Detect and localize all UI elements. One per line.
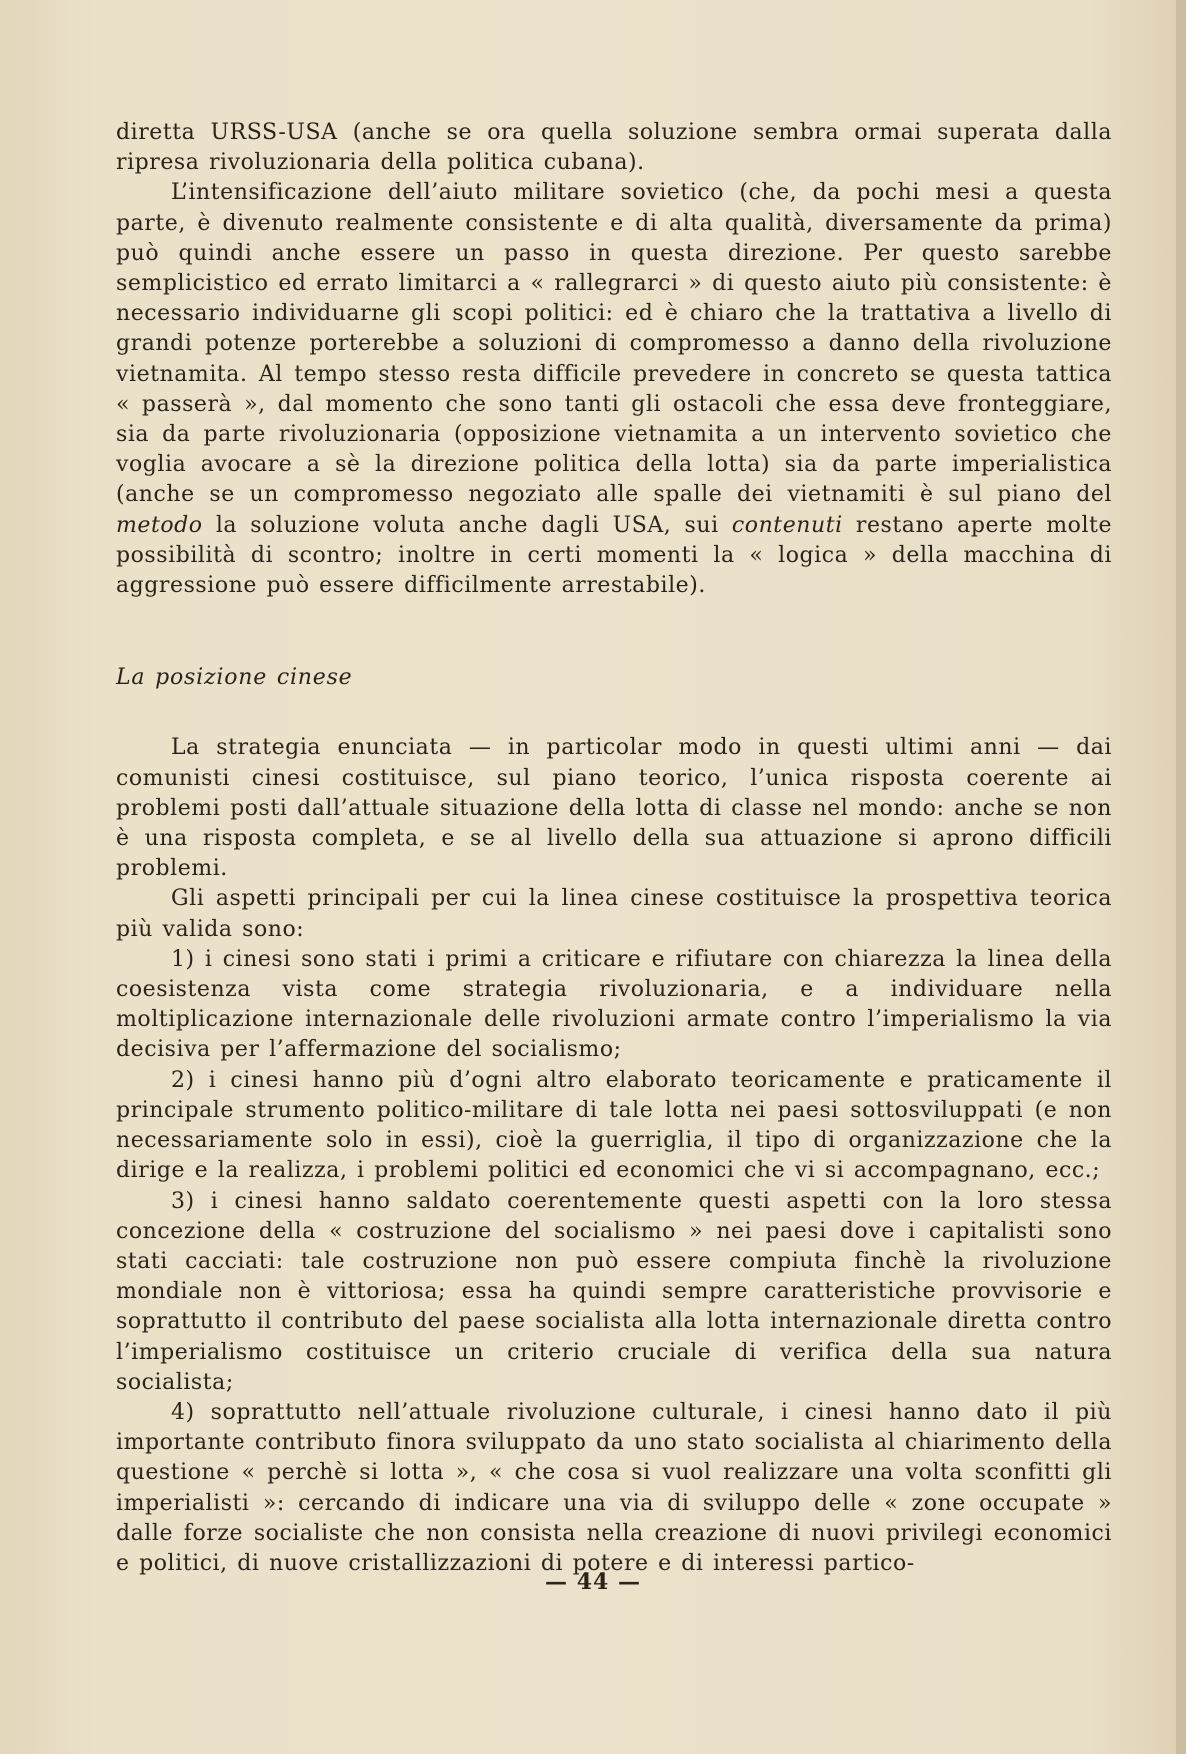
page-number: — 44 —	[545, 1569, 641, 1595]
text-run: la soluzione voluta anche dagli USA, sui	[215, 512, 719, 538]
list-item-1: 1) i cinesi sono stati i primi a criticare e rifiutare con chiarezza la linea della coesistenza vista come strategia rivoluzionaria, e a individuare nella moltiplicazione internazionale delle rivoluzioni armate contro l’imperialismo la via decisiva per l’affermazione del socialismo;	[116, 946, 1112, 1063]
paragraph-strategy: La strategia enunciata — in particolar modo in questi ultimi anni — dai comunisti cinesi costituisce, sul piano teorico, l’unica risposta coerente ai problemi posti dall’attuale situazione della lotta di classe nel mondo: anche se non è una risposta completa, e se al livello della sua attuazione si aprono difficili problemi.	[116, 735, 1112, 882]
emphasis-metodo: metodo	[116, 512, 203, 538]
emphasis-contenuti: contenuti	[731, 512, 843, 538]
paragraph-continuation: diretta URSS-USA (anche se ora quella soluzione sembra ormai superata dalla ripresa rivoluzionaria della politica cubana).	[116, 120, 1112, 176]
paragraph-aspects-intro: Gli aspetti principali per cui la linea cinese costituisce la prospettiva teorica più valida sono:	[116, 886, 1112, 942]
text-run: L’intensificazione dell’aiuto militare sovietico (che, da pochi mesi a questa parte, è divenuto realmente consistente e di alta qualità, diversamente da prima) può quindi anche essere un passo in questa direzione. Per questo sarebbe semplicistico ed errato limitarci a « rallegrarci » di questo aiuto più consistente: è necessario individuarne gli scopi politici: ed è chiaro che la trattativa a livello di grandi potenze porterebbe a soluzioni di compromesso a danno della rivoluzione vietnamita. Al tempo stesso resta difficile prevedere in concreto se questa tattica « passerà », dal momento che sono tanti gli ostacoli che essa deve fronteggiare, sia da parte rivoluzionaria (opposizione vietnamita a un intervento sovietico che voglia avocare a sè la direzione politica della lotta) sia da parte imperialistica (anche se un compromesso negoziato alle spalle dei vietnamiti è sul piano del	[116, 180, 1112, 508]
page-edge	[1176, 0, 1186, 1754]
list-item-3: 3) i cinesi hanno saldato coerentemente questi aspetti con la loro stessa concezione della « costruzione del socialismo » nei paesi dove i capitalisti sono stati cacciati: tale costruzione non può essere compiuta finchè la rivoluzione mondiale non è vittoriosa; essa ha quindi sempre caratteristiche provvisorie e soprattutto il contributo del paese socialista alla lotta internazionale diretta contro l’imperialismo costituisce un criterio cruciale di verifica della sua natura socialista;	[116, 1188, 1112, 1395]
section-heading: La posizione cinese	[116, 665, 353, 691]
text-run: restano aperte molte possibilità di scontro; inoltre in certi momenti la « logica » della macchina di aggressione può essere difficilmente arrestabile).	[116, 512, 1113, 599]
paragraph-soviet-aid	[116, 178, 1112, 601]
list-item-2: 2) i cinesi hanno più d’ogni altro elaborato teoricamente e praticamente il principale strumento politico-militare di tale lotta nei paesi sottosviluppati (e non necessariamente solo in essi), cioè la guerriglia, il tipo di organizzazione che la dirige e la realizza, i problemi politici ed economici che vi si accompagnano, ecc.;	[116, 1067, 1112, 1184]
body-text	[116, 118, 1112, 1579]
list-item-4: 4) soprattutto nell’attuale rivoluzione culturale, i cinesi hanno dato il più importante contributo finora sviluppato da uno stato socialista al chiarimento della questione « perchè si lotta », « che cosa si vuol realizzare una volta sconfitti gli imperialisti »: cercando di indicare una via di sviluppo delle « zone occupate » dalle forze socialiste che non consista nella creazione di nuovi privilegi economici e politici, di nuove cristallizzazioni di potere e di interessi partico-	[116, 1399, 1112, 1576]
